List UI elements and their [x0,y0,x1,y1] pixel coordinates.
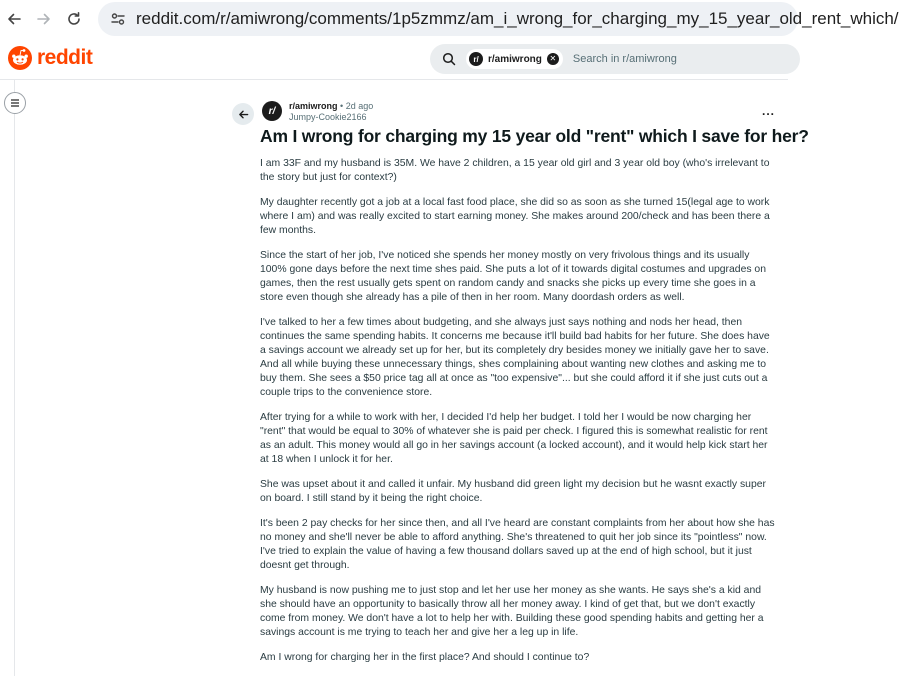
arrow-left-icon[interactable] [2,7,26,31]
post-paragraph: I've talked to her a few times about budgeting, and she always just says nothing and nods her head, then continues the same spending habits. It concerns me because it'll build bad habits for her future. She does have a savings account we already set up for her, but its completely dry besides money we initially gave her to save. And all while buying these unnecessary things, shes complaining about wanting new clothes and asking me to buy them. She sees a $50 price tag all at once as "too expensive"... but she could afford it if she just cuts out a couple trips to the convenience store. [260,317,770,398]
more-options-button[interactable]: ... [762,104,776,118]
hamburger-icon [9,98,21,108]
subreddit-filter-chip[interactable] [466,49,563,69]
post-paragraph: After trying for a while to work with her, I decided I'd help her budget. I told her I would be now charging her "rent" that would be equal to 30% of whatever she is paid per check. I figured this is somewhat realistic for rent as an adult. This money would all go in her savings account (a locked account), and it would help kick start her at 18 when I unlock it for her. [260,412,768,465]
post-paragraph: My husband is now pushing me to just stop and let her use her money as she wants. He says she's a kid and she should have an opportunity to basically throw all her money away. I kind of get that, but we don't exactly come from money. We don't have a lot to help her with. Building these good spending habits and getting her a savings account is me trying to teach her and give her a leg up in life. [260,585,764,638]
back-button[interactable] [232,103,254,125]
search-input[interactable]: Search in r/amiwrong [572,53,677,65]
tune-icon[interactable] [110,10,126,28]
arrow-left-icon [238,109,249,120]
subreddit-chip-avatar: r/ [469,52,483,66]
address-bar[interactable] [98,2,899,36]
subreddit-chip-label: r/amiwrong [488,53,542,65]
post-paragraph: Since the start of her job, I've noticed she spends her money mostly on very frivolous things and its usually 100% gone days before the next time shes paid. She puts a lot of it towards digital costumes and upgrades on games, then the rest usually gets spent on random candy and snacks she picks up every time she goes in a store even though she already has a pile of then in her room. Many doordash orders as well. [260,250,766,303]
post-paragraph: I am 33F and my husband is 35M. We have 2 children, a 15 year old girl and 3 year old boy (who's irrelevant to the story but just for context?) [260,158,770,183]
browser-toolbar [0,0,899,38]
menu-toggle-button[interactable] [4,92,26,114]
reddit-logo[interactable] [8,46,92,70]
reddit-snoo-icon [8,46,32,70]
post-body [260,157,778,676]
post-paragraph: She was upset about it and called it unfair. My husband did green light my decision but he wasnt exactly super on board. I still stand by it being the right choice. [260,479,766,504]
post-paragraph: It's been 2 pay checks for her since then, and all I've heard are constant complaints from her about how she has no money and she'll never be able to afford anything. She's threatened to quit her job since its "pointless" now. I've tried to explain the value of having a few thousand dollars saved up at the end of high school, but it just doesnt get through. [260,518,775,571]
author-link[interactable]: Jumpy-Cookie2166 [289,112,367,122]
logo-text: reddit [37,46,93,69]
subreddit-link[interactable]: r/amiwrong [289,101,338,111]
search-icon [442,52,456,66]
post-meta [289,101,373,123]
post-age: 2d ago [345,101,374,111]
left-rail-divider [14,80,15,676]
post-paragraph: Am I wrong for charging her in the first place? And should I continue to? [260,652,590,663]
search-bar[interactable] [430,44,800,74]
reload-icon[interactable] [62,7,86,31]
url-text[interactable]: reddit.com/r/amiwrong/comments/1p5zmmz/am_i_wrong_for_charging_my_15_year_old_rent_which/ [136,9,899,28]
post-age-separator: • [340,101,346,111]
reddit-header [0,40,788,80]
post-title: Am I wrong for charging my 15 year old "rent" which I save for her? [260,126,809,146]
subreddit-avatar[interactable]: r/ [262,101,282,121]
close-icon[interactable]: ✕ [547,53,559,65]
arrow-right-icon[interactable] [32,7,56,31]
post-paragraph: My daughter recently got a job at a local fast food place, she did so as soon as she turned 15(legal age to work where I am) and was really excited to start earning money. She makes around 200/check and has been there a few months. [260,197,770,236]
